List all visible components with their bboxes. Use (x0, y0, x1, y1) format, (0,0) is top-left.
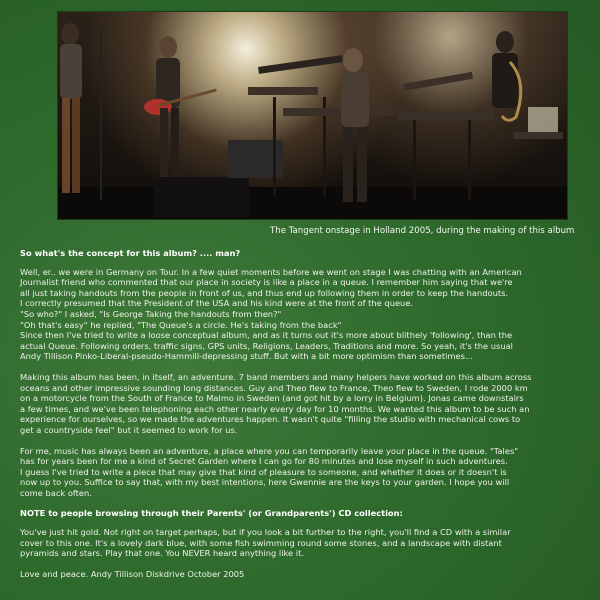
adventure-paragraph (20, 372, 580, 436)
signoff: Love and peace. Andy Tillison Diskdrive October 2005 (20, 568, 245, 579)
text-line: Since then I've tried to write a loose conceptual album, and as it turns out it's more about blithely 'following', than the (20, 330, 513, 341)
photo-caption: The Tangent onstage in Holland 2005, during the making of this album (270, 226, 575, 236)
concept-paragraph (20, 267, 580, 362)
text-line: experience for ourselves, so we made the adventures happen. It wasn't quite "filling the studio with mechanical cows to (20, 414, 521, 425)
text-line: Journalist friend who commented that our place in society is like a place in a queue. I remember him saying that we're (20, 277, 513, 288)
text-line: has for years been for me a kind of Secret Garden where I can go for 80 minutes and lose myself in such adventures. (20, 456, 508, 467)
text-line: "Oh that's easy" he replied, "The Queue's a circle. He's taking from the back" (20, 319, 342, 330)
music-paragraph (20, 446, 580, 499)
text-line: I guess I've tried to write a piece that may give that kind of pleasure to someone, and whether it does or it doesn't is (20, 466, 507, 477)
text-line: actual Queue. Following orders, traffic signs, GPS units, Religions, Leaders, Traditions and more. So yeah, it's the usual (20, 340, 513, 351)
note-paragraph (20, 527, 580, 559)
liner-notes-body (20, 248, 580, 579)
text-line: all just taking handouts from the people in front of us, and thus end up following them in order to keep the handouts. (20, 287, 509, 298)
text-line: pyramids and stars. Play that one. You NEVER heard anything like it. (20, 548, 304, 559)
concept-heading: So what's the concept for this album? .... man? (20, 248, 241, 258)
text-line: You've just hit gold. Not right on target perhaps, but if you look a bit further to the right, you'll find a CD with a similar (20, 527, 511, 538)
text-line: come back often. (20, 487, 92, 498)
text-line: Making this album has been, in itself, an adventure. 7 band members and many helpers have worked on this album across (20, 371, 532, 382)
text-line: a few times, and we've been telephoning each other nearly every day for 10 months. We wanted this album to be such an (20, 403, 530, 414)
text-line: I correctly presumed that the President of the USA and his kind were at the front of the queue. (20, 298, 414, 309)
text-line: "So who?" I asked, "Is George Taking the handouts from then?" (20, 308, 282, 319)
text-line: on a motorcycle from the South of France to Malmo in Sweden (and got hit by a lorry in Belgium). Jonas came downstairs (20, 393, 524, 404)
text-line: Well, er.. we were in Germany on Tour. In a few quiet moments before we went on stage I was chatting with an American (20, 266, 522, 277)
note-heading: NOTE to people browsing through their Parents' (or Grandparents') CD collection: (20, 508, 403, 519)
text-line: now up to you. Suffice to say that, with my best intentions, here Gwennie are the keys to your garden. I hope you will (20, 477, 510, 488)
text-line: Andy Tillison Pinko-Liberal-pseudo-Hammill-depressing stuff. But with a bit more optimism than sometimes... (20, 351, 473, 362)
text-line: cover to this one. It's a lovely dark blue, with some fish swimming round some stones, and a landscape with distant (20, 537, 502, 548)
text-line: get a countryside feel" but it seemed to work for us. (20, 424, 238, 435)
text-line: oceans and other impressive sounding long distances. Guy and Theo flew to France, Theo flew to Sweden, I rode 2000 km (20, 382, 528, 393)
text-line: For me, music has always been an adventure, a place where you can temporarily leave your place in the queue. "Tales" (20, 445, 519, 456)
concert-photo (57, 11, 568, 220)
band-silhouettes (58, 12, 567, 219)
